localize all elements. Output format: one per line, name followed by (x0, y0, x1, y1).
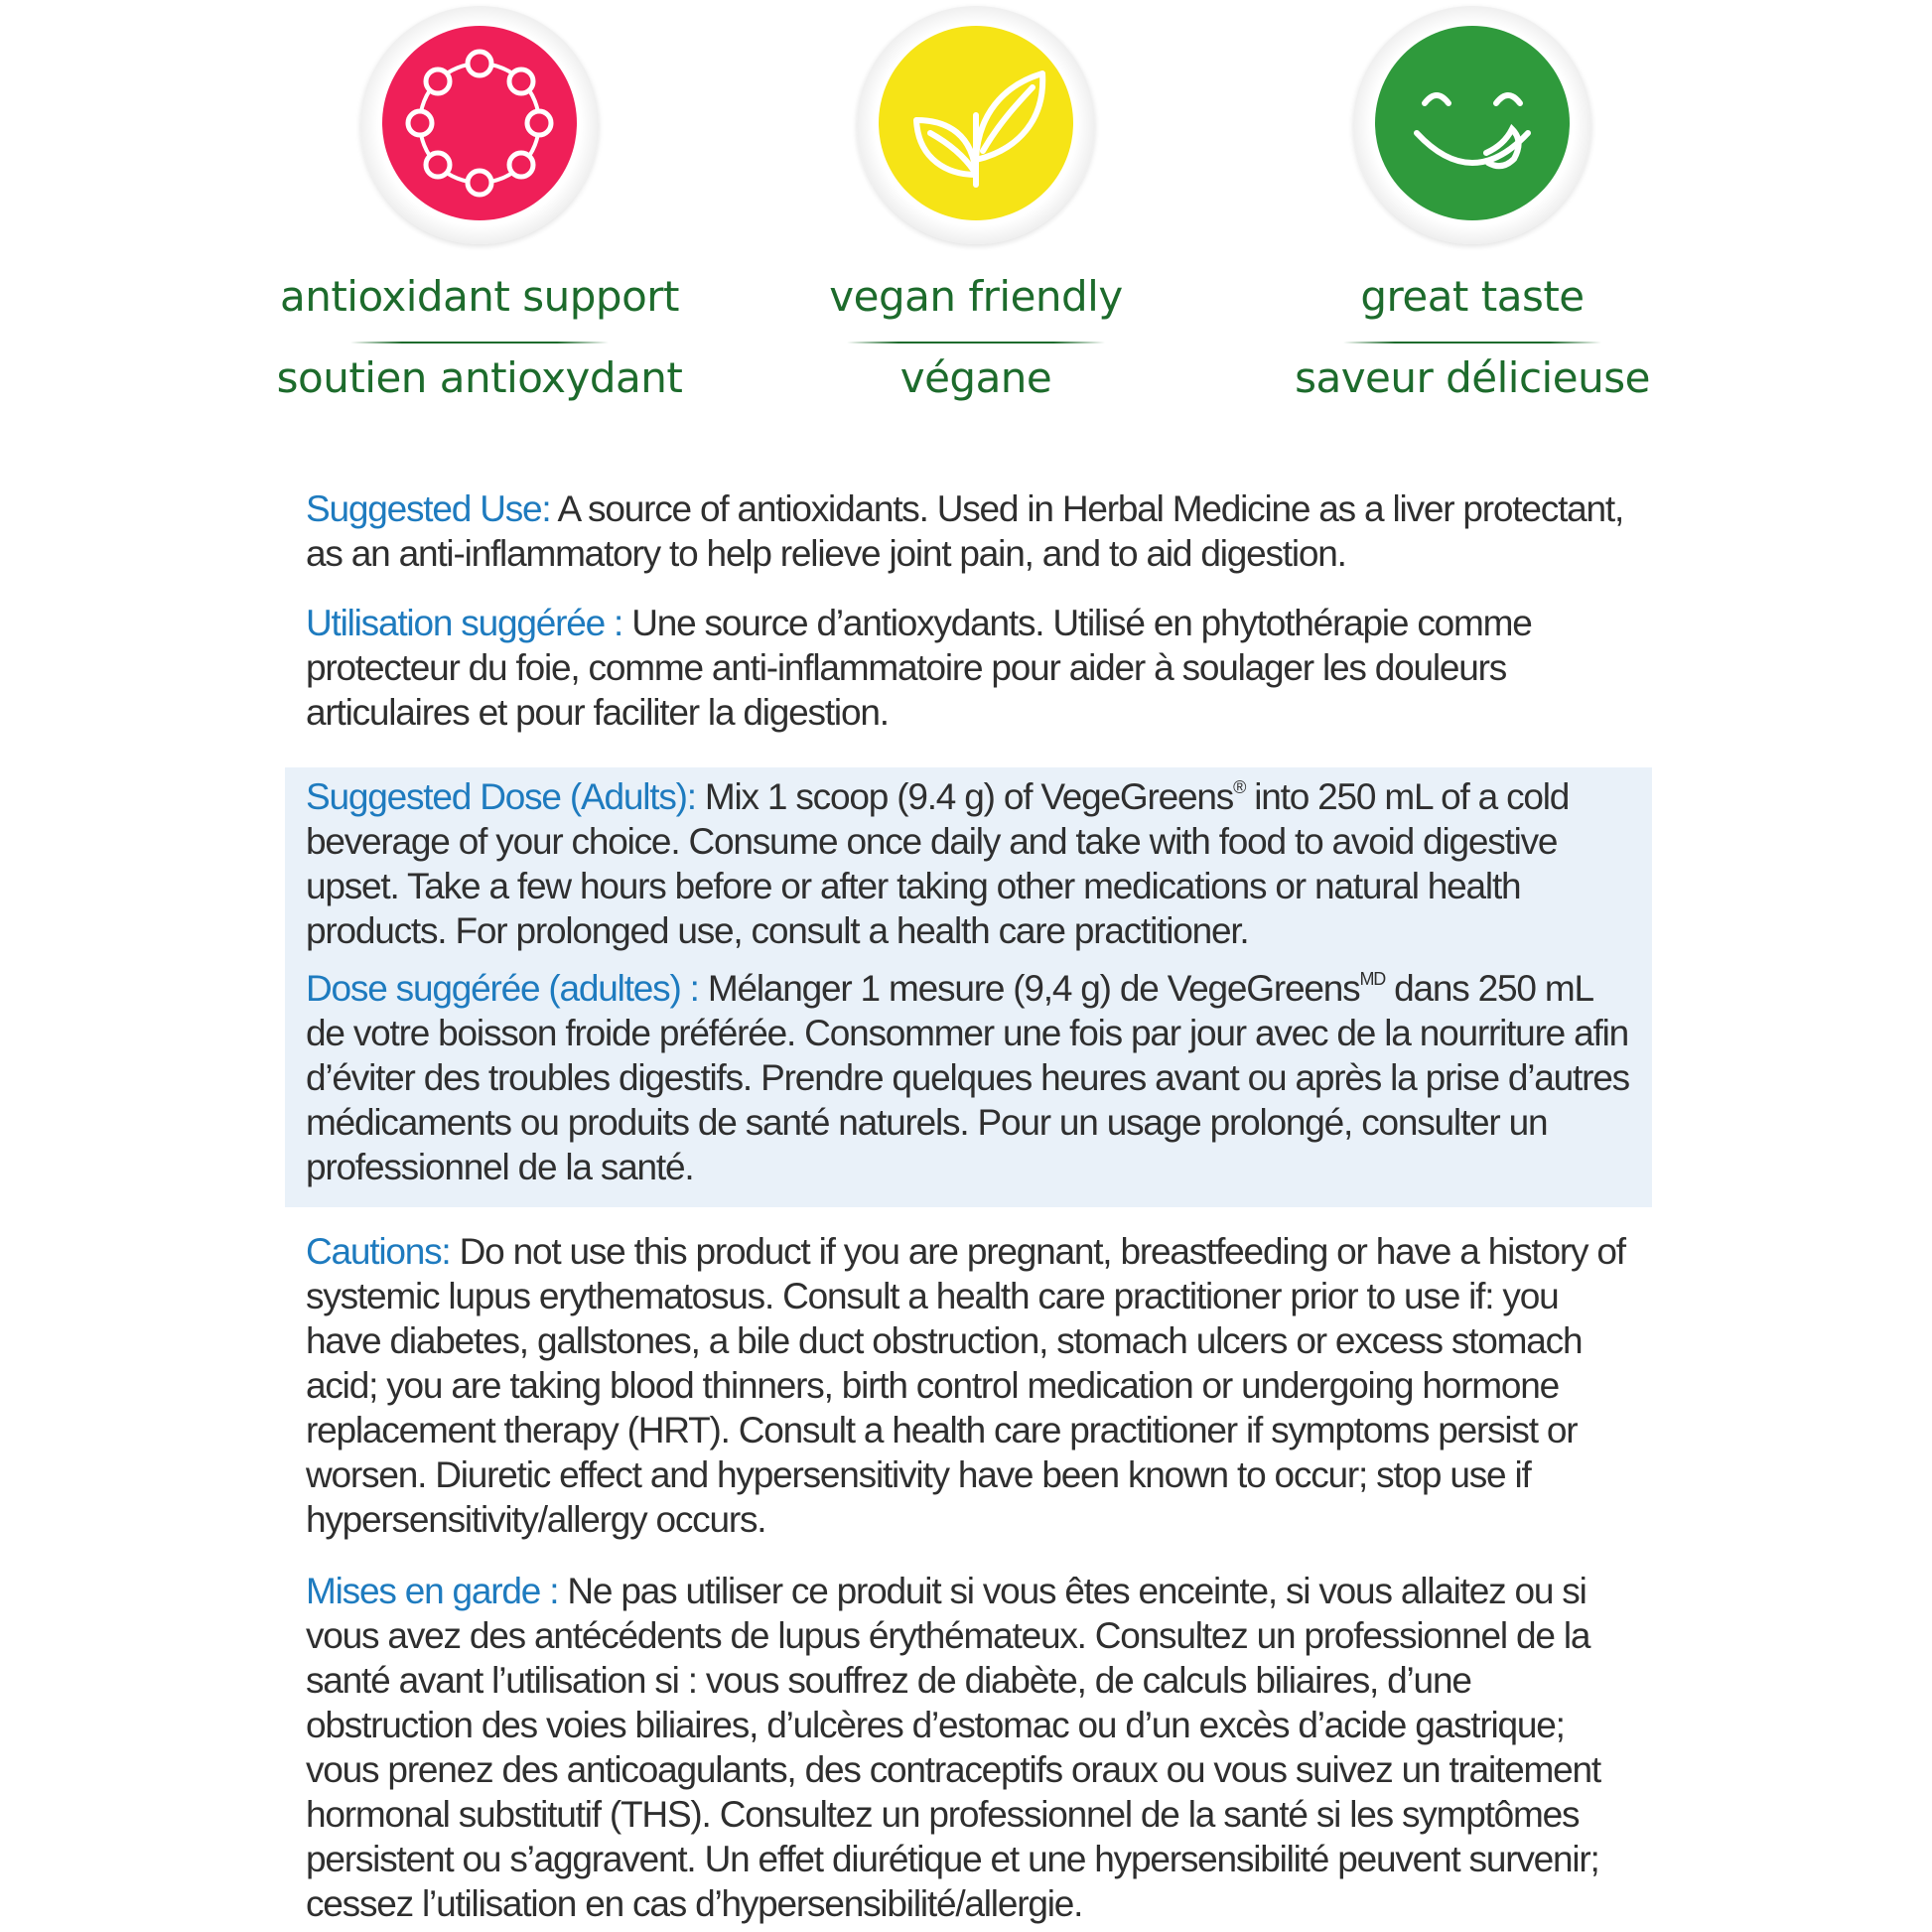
badge-disc-vegan (879, 26, 1073, 220)
suggested-use-en (306, 486, 1636, 576)
badge-disc-antioxidant (382, 26, 577, 220)
badge-label-en: vegan friendly (829, 272, 1123, 321)
section-label: Suggested Use: (306, 488, 551, 529)
section-text: Ne pas utiliser ce produit si vous êtes enceinte, si vous allaitez ou si vous avez des antécédents de lupus érythémateux. Consultez un professionnel de la santé avant l’utilisation si : vous souffrez de diabète, de calculs biliaires, d’une obstruction des voies biliaires, d’ulcères d’estomac ou d’un excès d’acide gastrique; vous prenez des anticoagulants, des contraceptifs oraux ou vous suivez un traitement hormonal substitutif (THS). Consultez un professionnel de la santé si les symptômes persistent ou s’aggravent. Un effet diurétique et une hypersensibilité peuvent survenir; cessez l’utilisation en cas d’hypersensibilité/allergie. (306, 1571, 1600, 1924)
smiley-tongue-icon (1375, 26, 1570, 220)
badge-ring (1353, 6, 1591, 244)
section-text: Do not use this product if you are pregnant, breastfeeding or have a history of systemic lupus erythematosus. Consult a health care practitioner prior to use if: you have diabetes, gallstones, a bile duct obstruction, stomach ulcers or excess stomach acid; you are taking blood thinners, birth control medication or undergoing hormone replacement therapy (HRT). Consult a health care practitioner if symptoms persist or worsen. Diuretic effect and hypersensitivity have been known to occur; stop use if hypersensitivity/allergy occurs. (306, 1231, 1625, 1540)
section-label: Utilisation suggérée : (306, 603, 623, 643)
cautions-en (306, 1229, 1636, 1542)
leaves-icon (879, 26, 1073, 220)
molecule-ring-icon (382, 26, 577, 220)
suggested-dose-en (306, 774, 1636, 953)
section-text: A source of antioxidants. Used in Herbal Medicine as a liver protectant, as an anti-inflammatory to help relieve joint pain, and to aid digestion. (306, 488, 1624, 574)
badge-divider (847, 342, 1105, 344)
suggested-use-fr (306, 601, 1636, 735)
section-text: into 250 mL of a cold beverage of your choice. Consume once daily and take with food to avoid digestive upset. Take a few hours before or after taking other medications or natural health products. For prolonged use, consult a health care practitioner. (306, 776, 1570, 951)
section-label: Cautions: (306, 1231, 451, 1272)
badge-label-fr: végane (899, 353, 1052, 402)
badge-ring (360, 6, 599, 244)
section-text: Une source d’antioxydants. Utilisé en phytothérapie comme protecteur du foie, comme anti-inflammatoire pour aider à soulager les douleurs articulaires et pour faciliter la digestion. (306, 603, 1532, 733)
section-text: Mix 1 scoop (9.4 g) of VegeGreens (695, 776, 1234, 817)
badge-label-en: great taste (1360, 272, 1585, 321)
registered-mark: MD (1359, 969, 1386, 989)
badge-divider (1343, 342, 1601, 344)
badge-ring (857, 6, 1095, 244)
badge-label-en: antioxidant support (279, 272, 679, 321)
badge-label-fr: saveur délicieuse (1295, 353, 1650, 402)
section-label: Suggested Dose (Adults): (306, 776, 696, 817)
badge-divider (350, 342, 609, 344)
suggested-dose-fr (306, 966, 1636, 1189)
section-label: Dose suggérée (adultes) : (306, 968, 699, 1009)
section-text: Mélanger 1 mesure (9,4 g) de VegeGreens (698, 968, 1360, 1009)
badge-label-fr: soutien antioxydant (276, 353, 683, 402)
registered-mark: ® (1233, 777, 1246, 797)
feature-badges (0, 0, 1932, 437)
section-label: Mises en garde : (306, 1571, 559, 1611)
section-text: dans 250 mL de votre boisson froide préférée. Consommer une fois par jour avec de la nourriture afin d’éviter des troubles digestifs. Prendre quelques heures avant ou après la prise d’autres médicaments ou produits de santé naturels. Pour un usage prolongé, consulter un professionnel de la santé. (306, 968, 1629, 1187)
cautions-fr (306, 1569, 1636, 1926)
badge-disc-taste (1375, 26, 1570, 220)
